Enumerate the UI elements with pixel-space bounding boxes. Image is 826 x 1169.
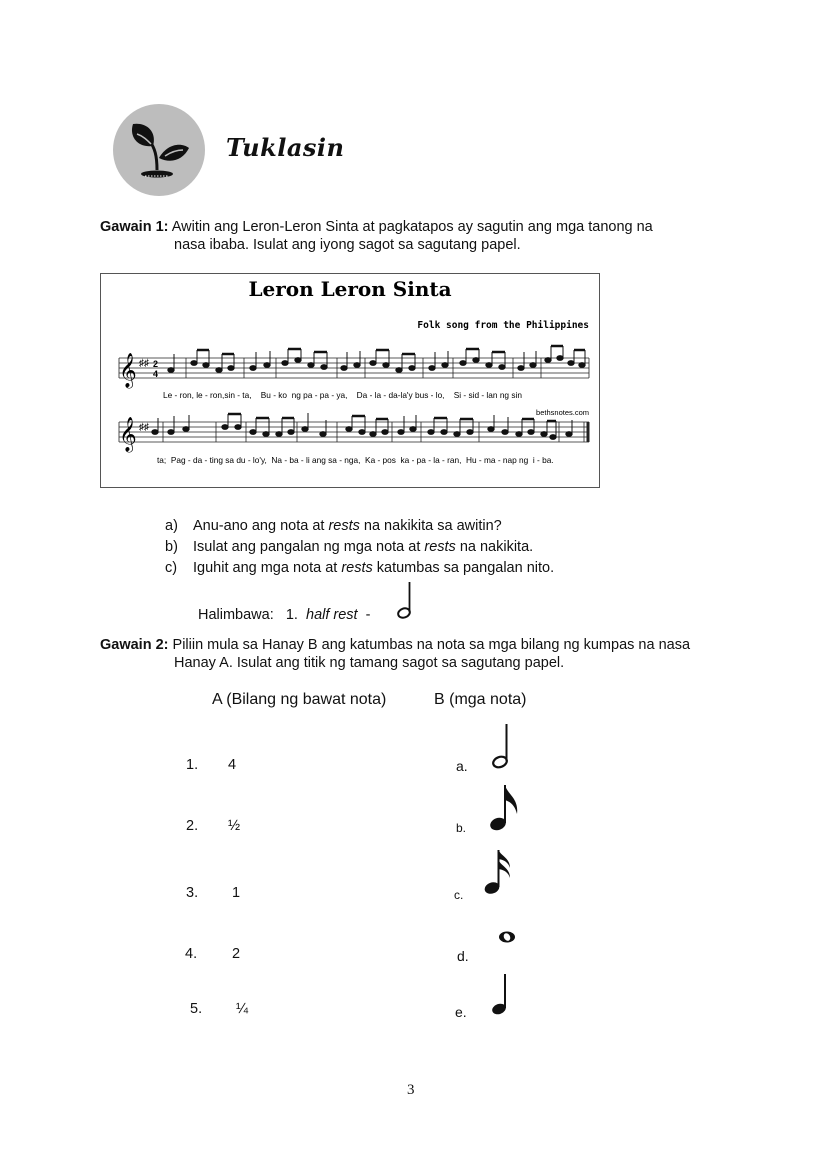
item-b-d-letter: d. bbox=[457, 948, 469, 964]
staff-1-notes bbox=[168, 346, 585, 372]
gawain2-text1: Piliin mula sa Hanay B ang katumbas na nota sa mga bilang ng kumpas na nasa bbox=[172, 637, 691, 653]
lyrics-line-2: ta; Pag - da - ting sa du - lo'y, Na - ba - li ang sa - nga, Ka - pos ka - pa - la - ran, Hu - ma - nap ng i - ba. bbox=[157, 455, 554, 465]
section-logo bbox=[113, 104, 205, 196]
svg-text:4: 4 bbox=[153, 369, 159, 379]
sheet-music-svg bbox=[101, 274, 599, 487]
half-note-example-icon bbox=[396, 580, 418, 622]
item-a-3: 3. bbox=[186, 885, 199, 901]
page-number: 3 bbox=[407, 1082, 415, 1098]
gawain2-text2: Hanay A. Isulat ang titik ng tamang sagot sa sagutang papel. bbox=[174, 655, 565, 671]
question-a: a) Anu-ano ang nota at rests na nakikita sa awitin? bbox=[165, 518, 502, 534]
treble-clef-icon: 𝄞 bbox=[119, 353, 137, 388]
question-c: c) Iguhit ang mga nota at rests katumbas sa pangalan nito. bbox=[165, 560, 555, 576]
score-credit: bethsnotes.com bbox=[536, 408, 589, 417]
staff-2-notes bbox=[152, 413, 572, 439]
item-a-4: 4. bbox=[185, 946, 198, 962]
column-a-header: A (Bilang ng bawat nota) bbox=[212, 691, 387, 708]
item-b-b-letter: b. bbox=[456, 821, 467, 835]
item-a-4-value: 2 bbox=[232, 946, 241, 962]
score-subtitle: Folk song from the Philippines bbox=[417, 320, 589, 331]
svg-text:♯♯: ♯♯ bbox=[139, 422, 149, 433]
halimbawa-example: Halimbawa: 1. half rest - bbox=[198, 607, 371, 623]
gawain1-text1: Awitin ang Leron-Leron Sinta at pagkatapos ay sagutin ang mga tanong na bbox=[171, 219, 653, 235]
gawain1-text2: nasa ibaba. Isulat ang iyong sagot sa sagutang papel. bbox=[174, 237, 521, 253]
key-signature: ♯♯ bbox=[139, 358, 149, 369]
time-signature: 2 bbox=[153, 359, 159, 369]
column-b-header: B (mga nota) bbox=[434, 691, 527, 708]
quarter-note-icon bbox=[489, 972, 515, 1018]
half-note-icon bbox=[490, 722, 516, 772]
item-b-a-letter: a. bbox=[456, 758, 468, 774]
item-a-5-value: ¼ bbox=[236, 1001, 249, 1017]
item-a-5: 5. bbox=[190, 1001, 203, 1017]
sheet-music bbox=[100, 273, 600, 488]
sixteenth-note-icon bbox=[482, 848, 518, 898]
item-b-c-letter: c. bbox=[454, 888, 464, 902]
item-a-1: 1. bbox=[186, 757, 199, 773]
seedling-icon bbox=[113, 104, 205, 196]
eighth-note-icon bbox=[487, 782, 523, 834]
gawain2-line1 bbox=[100, 636, 690, 654]
item-a-2-value: ½ bbox=[228, 818, 241, 834]
gawain1-label: Gawain 1: bbox=[100, 219, 169, 235]
whole-note-icon bbox=[497, 930, 517, 944]
treble-clef-icon-2: 𝄞 bbox=[119, 417, 137, 452]
score-title: Leron Leron Sinta bbox=[248, 277, 452, 301]
gawain2-label: Gawain 2: bbox=[100, 637, 169, 653]
item-a-2: 2. bbox=[186, 818, 199, 834]
lyrics-line-1: Le - ron, le - ron,sin - ta, Bu - ko ng pa - pa - ya, Da - la - da-la'y bus - lo, Si - sid - lan ng sin bbox=[163, 390, 522, 400]
gawain1-line1 bbox=[100, 218, 653, 236]
item-a-3-value: 1 bbox=[232, 885, 241, 901]
item-b-e-letter: e. bbox=[455, 1004, 467, 1020]
question-b: b) Isulat ang pangalan ng mga nota at rests na nakikita. bbox=[165, 539, 534, 555]
item-a-1-value: 4 bbox=[228, 757, 237, 773]
section-title: Tuklasin bbox=[226, 133, 345, 162]
